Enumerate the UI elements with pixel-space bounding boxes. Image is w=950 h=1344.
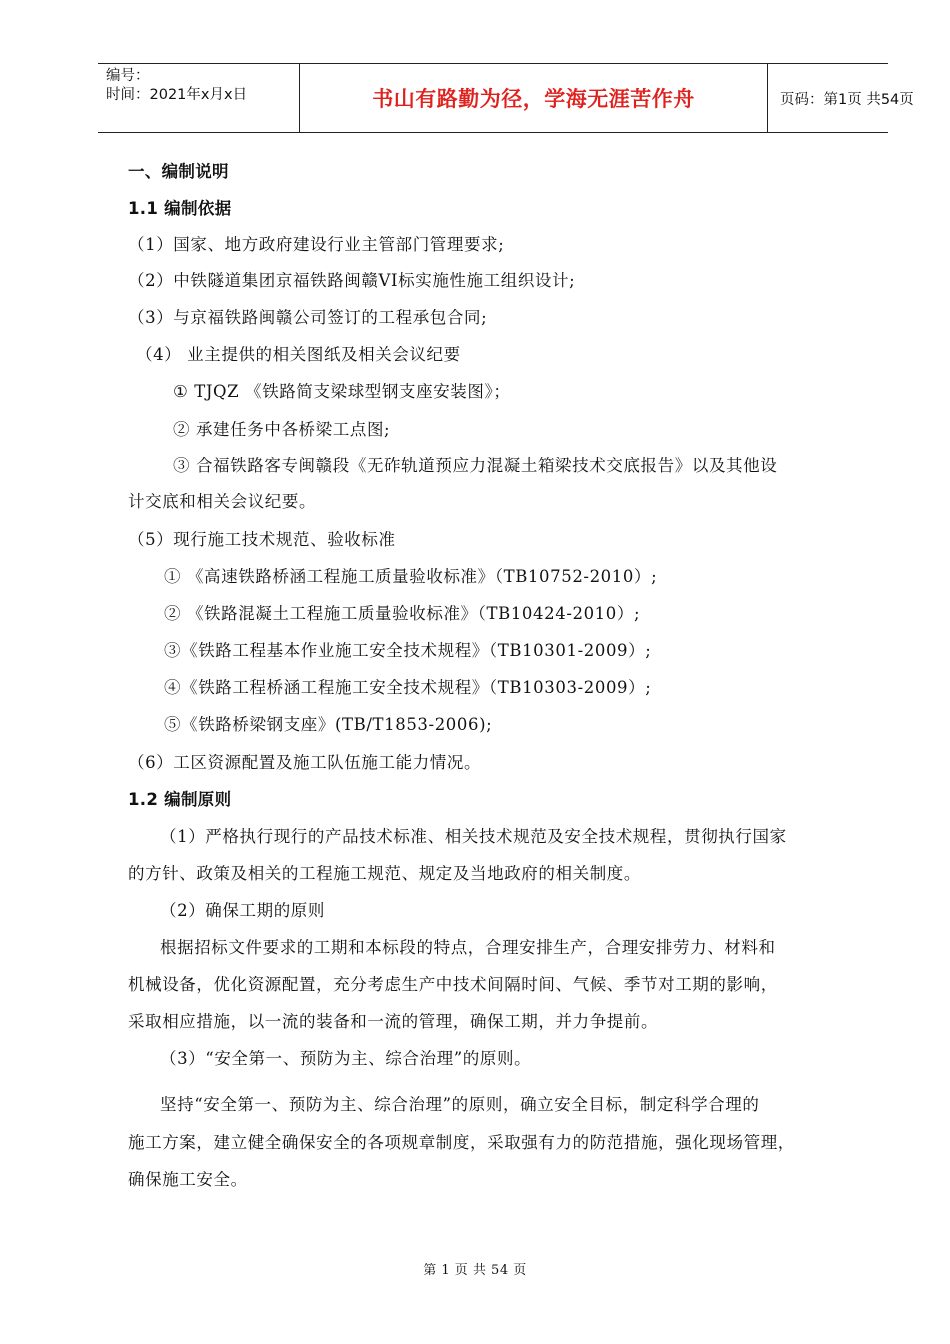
list-item: （4） 业主提供的相关图纸及相关会议纪要 <box>136 345 461 364</box>
paragraph-line: （3）“安全第一、预防为主、综合治理”的原则。 <box>160 1049 532 1068</box>
section-heading: 一、编制说明 <box>128 162 229 181</box>
page-footer: 第 1 页 共 54 页 <box>423 1263 527 1278</box>
paragraph-line: （1）严格执行现行的产品技术标准、相关技术规范及安全技术规程，贯彻执行国家 <box>160 827 787 846</box>
subsection-heading: 1.2 编制原则 <box>128 790 232 809</box>
subsection-heading: 1.1 编制依据 <box>128 199 232 218</box>
list-subitem: ④《铁路工程桥涵工程施工安全技术规程》（TB10303-2009）; <box>164 678 652 697</box>
list-item: （3）与京福铁路闽赣公司签订的工程承包合同; <box>128 308 488 327</box>
paragraph-line: 根据招标文件要求的工期和本标段的特点，合理安排生产，合理安排劳力、材料和 <box>160 938 776 957</box>
list-item: （6）工区资源配置及施工队伍施工能力情况。 <box>128 753 482 772</box>
list-subitem: ② 《铁路混凝土工程施工质量验收标准》（TB10424-2010）; <box>164 604 641 623</box>
list-subitem: ⑤《铁路桥梁钢支座》(TB/T1853-2006); <box>164 715 493 734</box>
header-meta <box>98 64 300 132</box>
list-subitem: ③ 合福铁路客专闽赣段《无砟轨道预应力混凝土箱梁技术交底报告》以及其他设 <box>173 456 778 475</box>
paragraph-line: 坚持“安全第一、预防为主、综合治理”的原则，确立安全目标，制定科学合理的 <box>160 1095 760 1114</box>
header-number: 编号： <box>106 68 150 84</box>
list-subitem: ① 《高速铁路桥涵工程施工质量验收标准》（TB10752-2010）; <box>164 567 658 586</box>
page-header <box>98 63 914 133</box>
list-subitem-continued: 计交底和相关会议纪要。 <box>128 492 317 511</box>
list-subitem: ③《铁路工程基本作业施工安全技术规程》（TB10301-2009）; <box>164 641 652 660</box>
list-item: （1）国家、地方政府建设行业主管部门管理要求; <box>128 235 505 254</box>
paragraph-line: 采取相应措施，以一流的装备和一流的管理，确保工期，并力争提前。 <box>128 1012 659 1031</box>
paragraph-line: 的方针、政策及相关的工程施工规范、规定及当地政府的相关制度。 <box>128 864 641 883</box>
paragraph-line: 施工方案，建立健全确保安全的各项规章制度，采取强有力的防范措施，强化现场管理， <box>128 1133 795 1152</box>
header-motto: 书山有路勤为径，学海无涯苦作舟 <box>300 64 768 132</box>
paragraph-line: 机械设备，优化资源配置，充分考虑生产中技术间隔时间、气候、季节对工期的影响， <box>128 975 778 994</box>
paragraph-line: 确保施工安全。 <box>128 1170 248 1189</box>
header-time: 时间：2021年x月x日 <box>106 87 248 103</box>
header-page-info: 页码：第1页 共54页 <box>780 91 914 108</box>
list-item: （5）现行施工技术规范、验收标准 <box>128 530 396 549</box>
list-subitem: ② 承建任务中各桥梁工点图; <box>173 420 391 439</box>
list-item: （2）中铁隧道集团京福铁路闽赣VI标实施性施工组织设计; <box>128 271 576 290</box>
list-subitem: ① TJQZ 《铁路简支梁球型钢支座安装图》； <box>173 382 511 401</box>
paragraph-line: （2）确保工期的原则 <box>160 901 325 920</box>
